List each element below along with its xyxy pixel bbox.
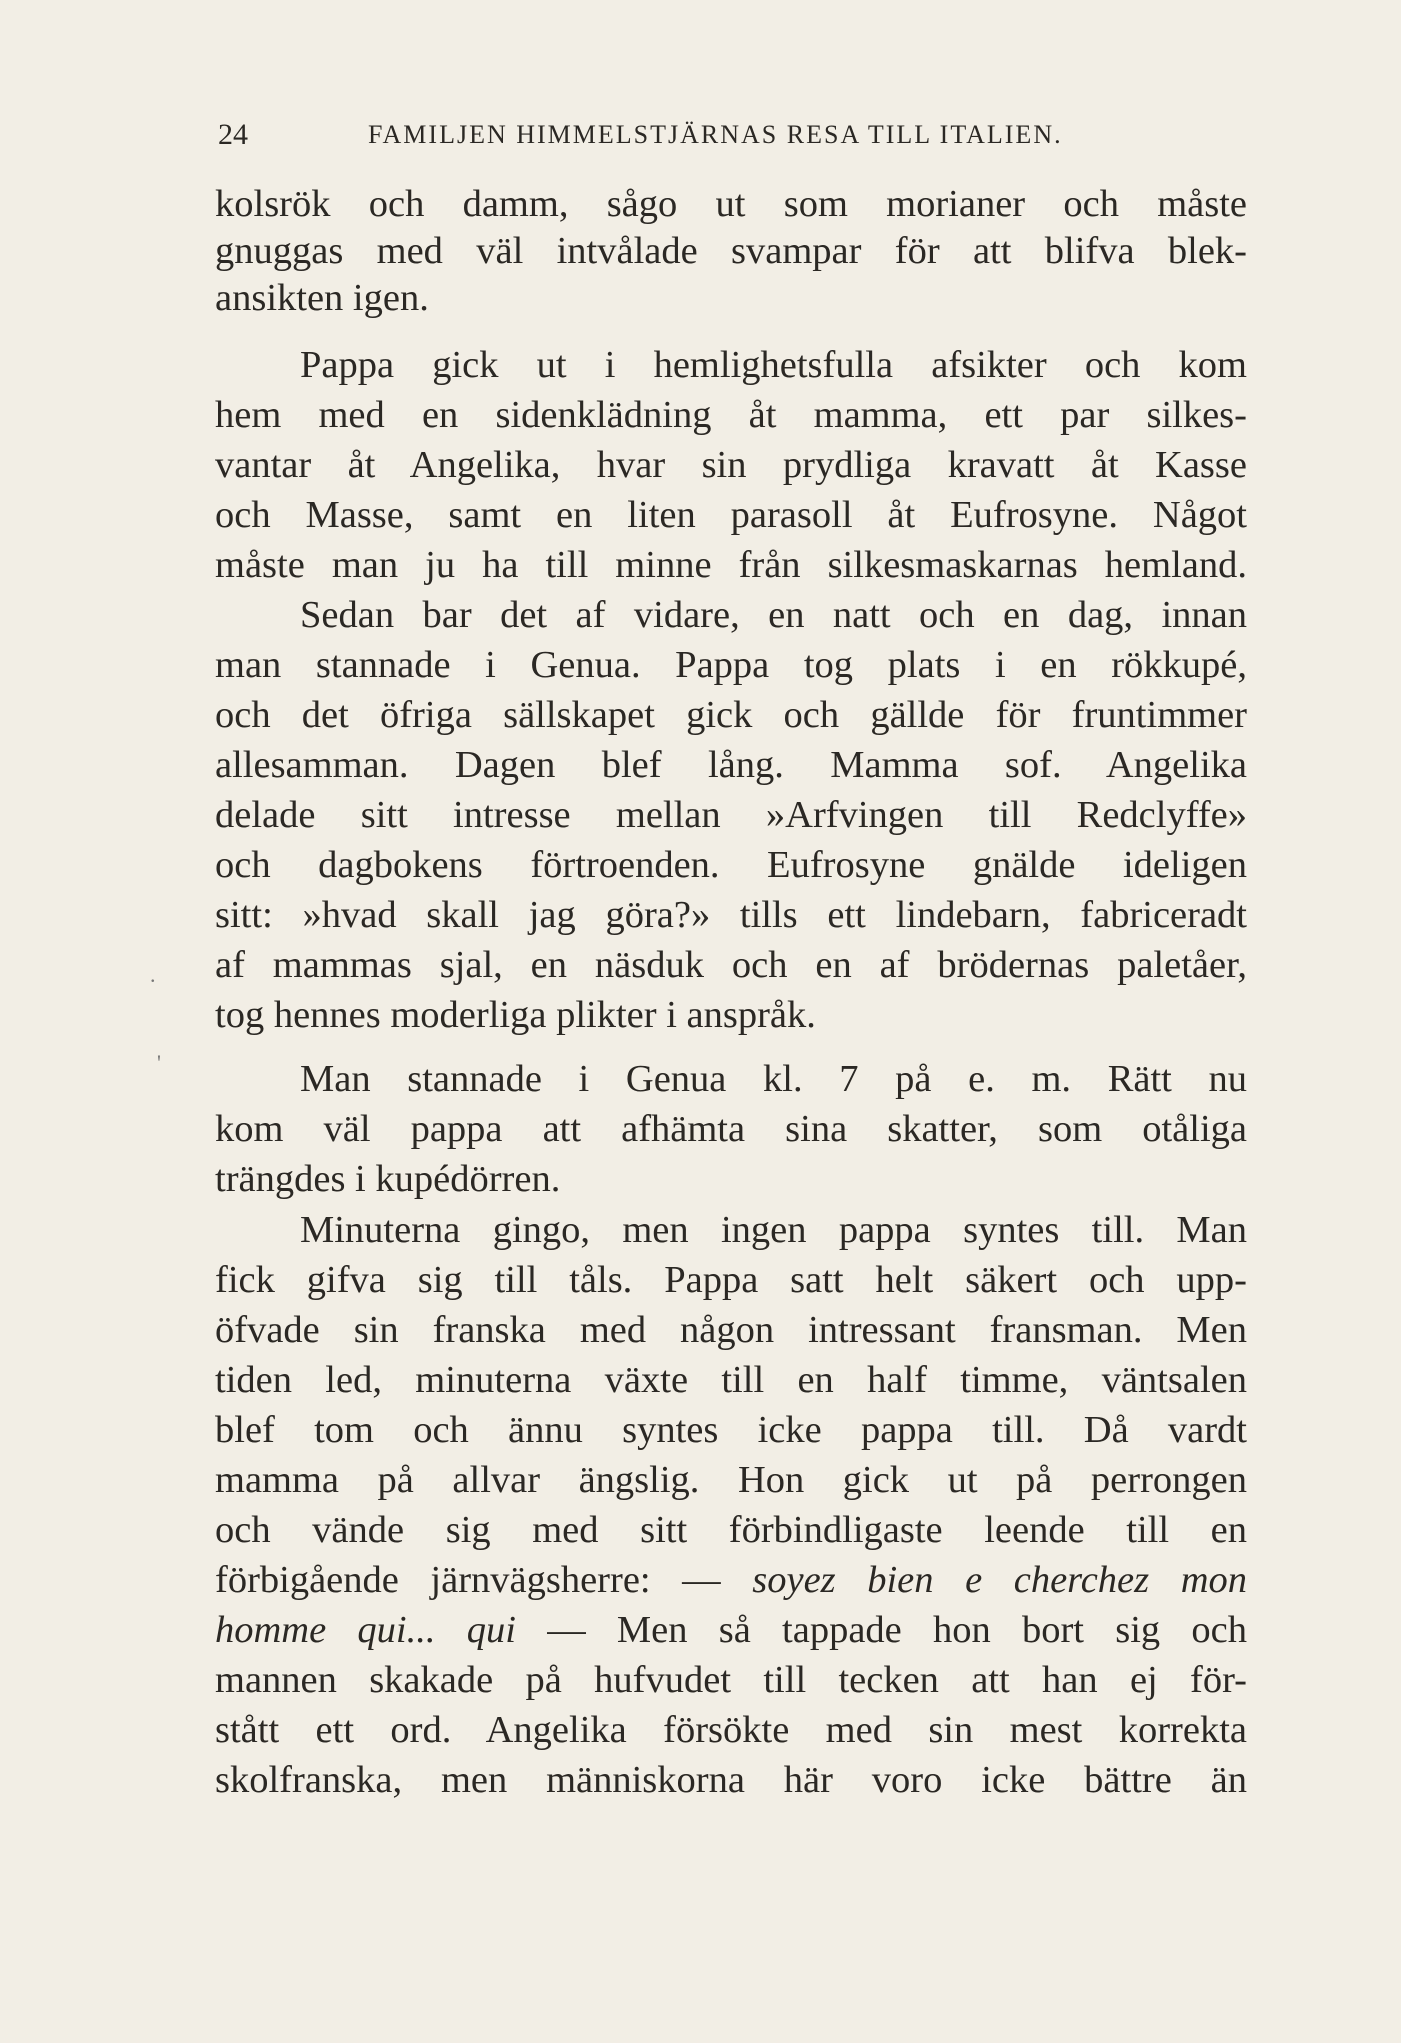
text-line: och vände sig med sitt förbindligaste leende till en bbox=[215, 1509, 1247, 1551]
text-line: stått ett ord. Angelika försökte med sin mest korrekta bbox=[215, 1709, 1247, 1751]
text-line: Sedan bar det af vidare, en natt och en dag, innan bbox=[300, 594, 1247, 636]
text-line: trängdes i kupédörren. bbox=[215, 1158, 561, 1200]
margin-mark: ' bbox=[157, 1050, 161, 1075]
text-line: kom väl pappa att afhämta sina skatter, som otåliga bbox=[215, 1108, 1247, 1150]
text-line: tiden led, minuterna växte till en half timme, väntsalen bbox=[215, 1359, 1247, 1401]
line-text: — Men så tappade hon bort sig och bbox=[515, 1609, 1248, 1651]
line-text: förbigående järnvägsherre: — bbox=[215, 1559, 753, 1601]
text-line: kolsrök och damm, sågo ut som morianer och måste bbox=[215, 183, 1247, 225]
text-line: delade sitt intresse mellan »Arfvingen till Redclyffe» bbox=[215, 794, 1247, 836]
text-line-mixed bbox=[215, 1606, 1247, 1654]
text-line: af mammas sjal, en näsduk och en af brödernas paletåer, bbox=[215, 944, 1247, 986]
italic-french-text: soyez bien e cherchez mon bbox=[752, 1559, 1247, 1601]
page-number: 24 bbox=[218, 118, 248, 151]
text-line: blef tom och ännu syntes icke pappa till. Då vardt bbox=[215, 1409, 1247, 1451]
text-line: ansikten igen. bbox=[215, 277, 429, 319]
text-line: hem med en sidenklädning åt mamma, ett par silkes- bbox=[215, 394, 1247, 436]
text-line: mannen skakade på hufvudet till tecken att han ej för- bbox=[215, 1659, 1247, 1701]
margin-mark: . bbox=[150, 962, 156, 987]
text-line: mamma på allvar ängslig. Hon gick ut på perrongen bbox=[215, 1459, 1247, 1501]
text-line: tog hennes moderliga plikter i anspråk. bbox=[215, 994, 816, 1036]
text-line: öfvade sin franska med någon intressant fransman. Men bbox=[215, 1309, 1247, 1351]
italic-french-text: homme qui... qui bbox=[215, 1609, 516, 1651]
text-line: gnuggas med väl intvålade svampar för att blifva blek- bbox=[215, 230, 1247, 272]
running-title: FAMILJEN HIMMELSTJÄRNAS RESA TILL ITALIEN. bbox=[368, 120, 1063, 149]
text-line: Pappa gick ut i hemlighetsfulla afsikter och kom bbox=[300, 344, 1247, 386]
text-line: sitt: »hvad skall jag göra?» tills ett lindebarn, fabriceradt bbox=[215, 894, 1247, 936]
text-line: och dagbokens förtroenden. Eufrosyne gnälde ideligen bbox=[215, 844, 1247, 886]
running-head bbox=[218, 117, 1248, 153]
text-line: vantar åt Angelika, hvar sin prydliga kravatt åt Kasse bbox=[215, 444, 1247, 486]
text-line: skolfranska, men människorna här voro icke bättre än bbox=[215, 1759, 1247, 1801]
text-line: Minuterna gingo, men ingen pappa syntes till. Man bbox=[300, 1209, 1247, 1251]
text-line-mixed bbox=[215, 1556, 1247, 1604]
text-line: och Masse, samt en liten parasoll åt Eufrosyne. Något bbox=[215, 494, 1247, 536]
text-line: man stannade i Genua. Pappa tog plats i en rökkupé, bbox=[215, 644, 1247, 686]
text-line: och det öfriga sällskapet gick och gällde för fruntimmer bbox=[215, 694, 1247, 736]
text-line: fick gifva sig till tåls. Pappa satt helt säkert och upp- bbox=[215, 1259, 1247, 1301]
text-line: måste man ju ha till minne från silkesmaskarnas hemland. bbox=[215, 544, 1247, 586]
text-line: allesamman. Dagen blef lång. Mamma sof. Angelika bbox=[215, 744, 1247, 786]
text-line: Man stannade i Genua kl. 7 på e. m. Rätt nu bbox=[300, 1058, 1247, 1100]
